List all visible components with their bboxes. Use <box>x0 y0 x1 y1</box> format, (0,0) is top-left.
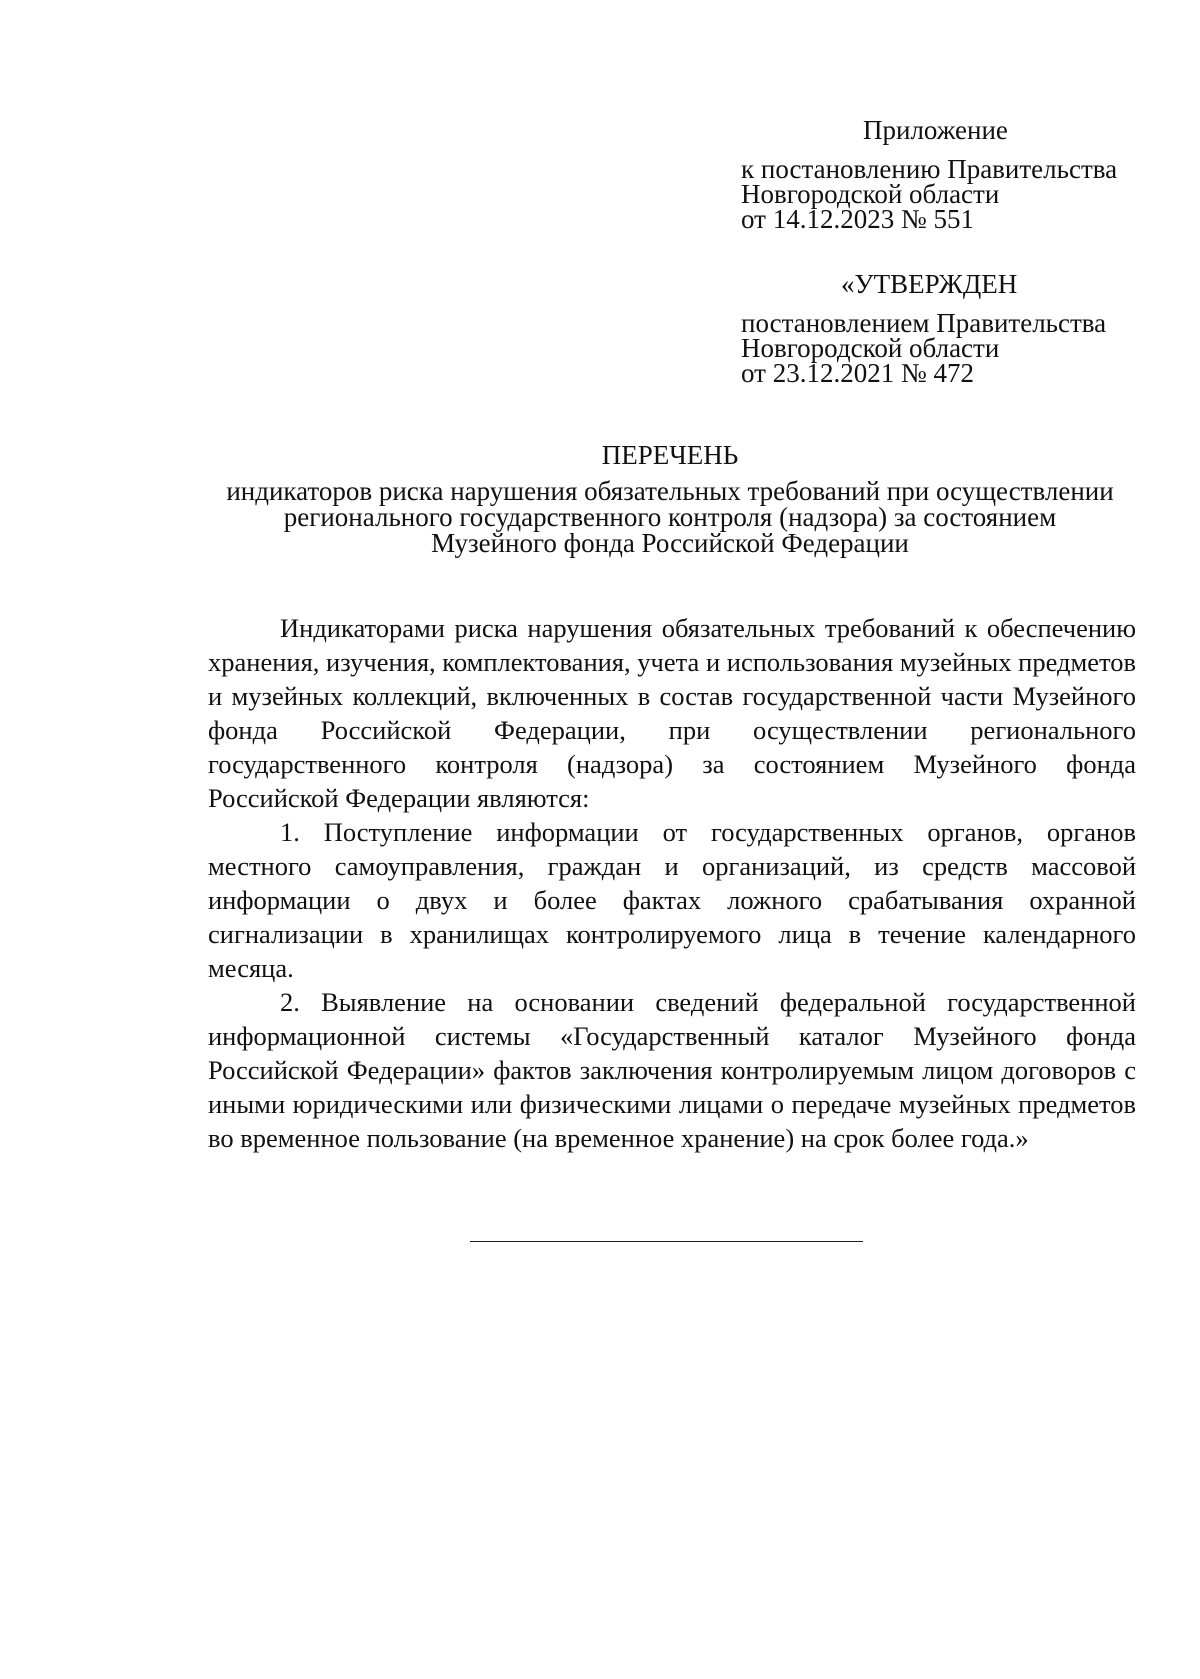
document-title <box>200 442 1140 556</box>
approved-line: Новгородской области <box>741 333 1000 363</box>
title-subtitle-line: регионального государственного контроля (надзора) за состоянием <box>283 502 1057 532</box>
appendix-line: к постановлению Правительства <box>741 154 1118 184</box>
appendix-heading: Приложение <box>863 115 1008 145</box>
list-item-2: 2. Выявление на основании сведений федеральной государственной информационной системы «Государственный каталог Музейного фонда Российской Федерации» фактов заключения контролируемым лицом договоров с иными юридическими или физическими лицами о передаче музейных предметов во временное пользование (на временное хранение) на срок более года.» <box>208 987 1136 1153</box>
title-subtitle-line: Музейного фонда Российской Федерации <box>431 528 909 558</box>
approved-heading: «УТВЕРЖДЕН <box>841 269 1018 299</box>
intro-paragraph: Индикаторами риска нарушения обязательных требований к обеспечению хранения, изучения, комплектования, учета и использования музейных предметов и музейных коллекций, включенных в состав государственной части Музейного фонда Российской Федерации, при осуществлении регионального государственного контроля (надзора) за состоянием Музейного фонда Российской Федерации являются: <box>208 613 1136 813</box>
appendix-line: Новгородской области <box>741 179 1000 209</box>
end-separator-line <box>470 1241 863 1242</box>
approved-line: от 23.12.2021 № 472 <box>741 358 974 388</box>
title-subtitle-line: индикаторов риска нарушения обязательных требований при осуществлении <box>226 476 1114 506</box>
approved-block <box>741 269 1151 388</box>
approved-line: постановлением Правительства <box>741 308 1107 338</box>
title-main: ПЕРЕЧЕНЬ <box>601 440 739 470</box>
appendix-block <box>741 115 1151 234</box>
list-item-1: 1. Поступление информации от государственных органов, органов местного самоуправления, граждан и организаций, из средств массовой информации о двух и более фактах ложного срабатывания охранной сигнализации в хранилищах контролируемого лица в течение календарного месяца. <box>208 817 1136 983</box>
appendix-line: от 14.12.2023 № 551 <box>741 204 974 234</box>
document-body <box>208 611 1136 1155</box>
